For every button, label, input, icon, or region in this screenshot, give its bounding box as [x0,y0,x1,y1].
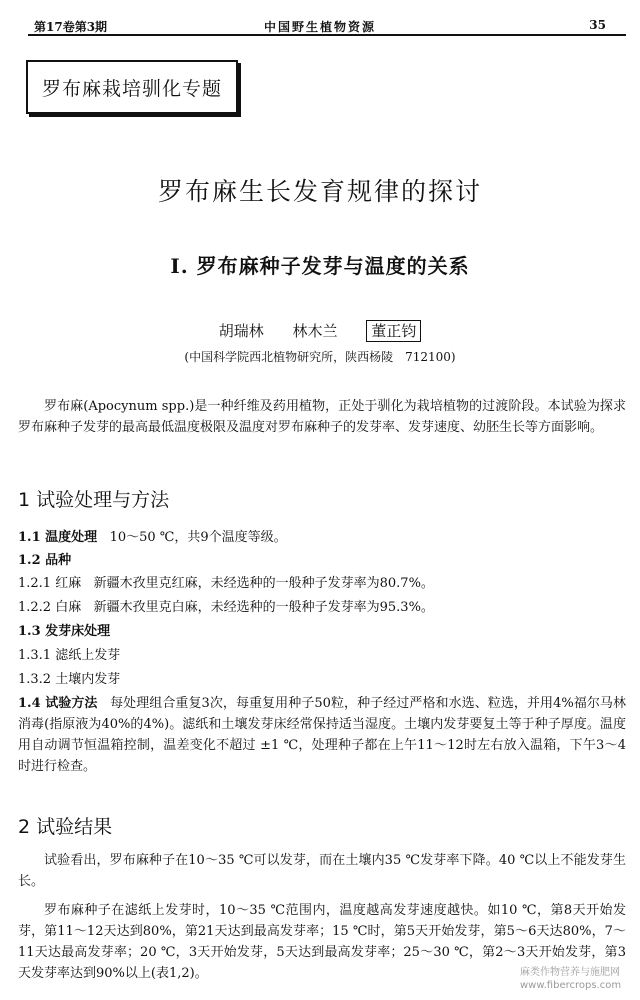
item-label: 1.3.2 土壤内发芽 [18,672,121,687]
abstract-paragraph: 罗布麻(Apocynum spp.)是一种纤维及药用植物，正处于驯化为栽培植物的过渡阶段。本试验为探求罗布麻种子发芽的最高最低温度极限及温度对罗布麻种子的发芽率、发芽速度、幼胚生长等方面影响。 [18,399,626,435]
item-label: 1.4 试验方法 [18,696,98,711]
journal-volume: 第17卷第3期 [34,20,108,34]
item-1-2-2 [18,597,626,618]
header-rule [28,34,626,36]
watermark-line-1: 麻类作物营养与施肥网 [520,967,620,978]
item-1-3 [18,621,626,642]
item-1-2-1 [18,573,626,594]
item-text: 每处理组合重复3次，每重复用种子50粒，种子经过严格和水选、粒选，并用4%福尔马林消毒(指原液为40%的4%)。滤纸和土壤发芽床经常保持适当湿度。土壤内发芽要复土等于种子厚度。温度用自动调节恒温箱控制，温差变化不超过 ±1 ℃，处理种子都在上午11～12时左右放入温箱，下午3～4时进行检查。 [18,696,626,774]
article-subtitle: I. 罗布麻种子发芽与温度的关系 [170,254,470,278]
results-paragraph-1: 试验看出，罗布麻种子在10～35 ℃可以发芽，而在土壤内35 ℃发芽率下降。40 ℃以上不能发芽生长。 [18,853,626,889]
item-1-3-1 [18,645,626,666]
results-paragraph-2: 罗布麻种子在滤纸上发芽时，10～35 ℃范围内，温度越高发芽速度越快。如10 ℃，第8天开始发芽，第11～12天达到80%，第21天达到最高发芽率；15 ℃时，第5天开始发芽，第5～6天达80%，7～11天达最高发芽率；20 ℃，3天开始发芽，5天达到最高发芽率；25～30 ℃，第2～3天开始发芽，第3天发芽率达到90%以上(表1,2)。 [18,903,626,981]
watermark-line-2: www.fibercrops.com [520,980,622,991]
item-label: 1.2 品种 [18,553,72,568]
item-text: 10～50 ℃，共9个温度等级。 [109,530,287,545]
section-1-heading: 1 试验处理与方法 [18,489,170,511]
author-2: 林木兰 [292,322,338,340]
affiliation: (中国科学院西北植物研究所，陕西杨陵 712100) [184,350,456,364]
item-label: 1.3 发芽床处理 [18,624,111,639]
section-2-heading: 2 试验结果 [18,816,113,838]
item-label: 1.2.1 红麻 [18,576,82,591]
topic-label: 罗布麻栽培驯化专题 [26,60,238,114]
journal-name: 中国野生植物资源 [263,20,376,34]
item-label: 1.2.2 白麻 [18,600,82,615]
item-text: 新疆木孜里克红麻，未经选种的一般种子发芽率为80.7%。 [93,576,434,591]
page-number: 35 [589,18,606,32]
article-title: 罗布麻生长发育规律的探讨 [157,177,482,206]
item-1-1 [18,527,626,548]
author-3: 董正钧 [366,320,421,342]
item-label: 1.3.1 滤纸上发芽 [18,648,121,663]
author-list [0,320,640,341]
site-watermark [520,966,621,992]
item-label: 1.1 温度处理 [18,530,98,545]
item-1-4 [18,693,626,777]
author-1: 胡瑞林 [218,322,264,340]
item-1-3-2 [18,669,626,690]
item-text: 新疆木孜里克白麻，未经选种的一般种子发芽率为95.3%。 [93,600,434,615]
item-1-2 [18,550,626,571]
